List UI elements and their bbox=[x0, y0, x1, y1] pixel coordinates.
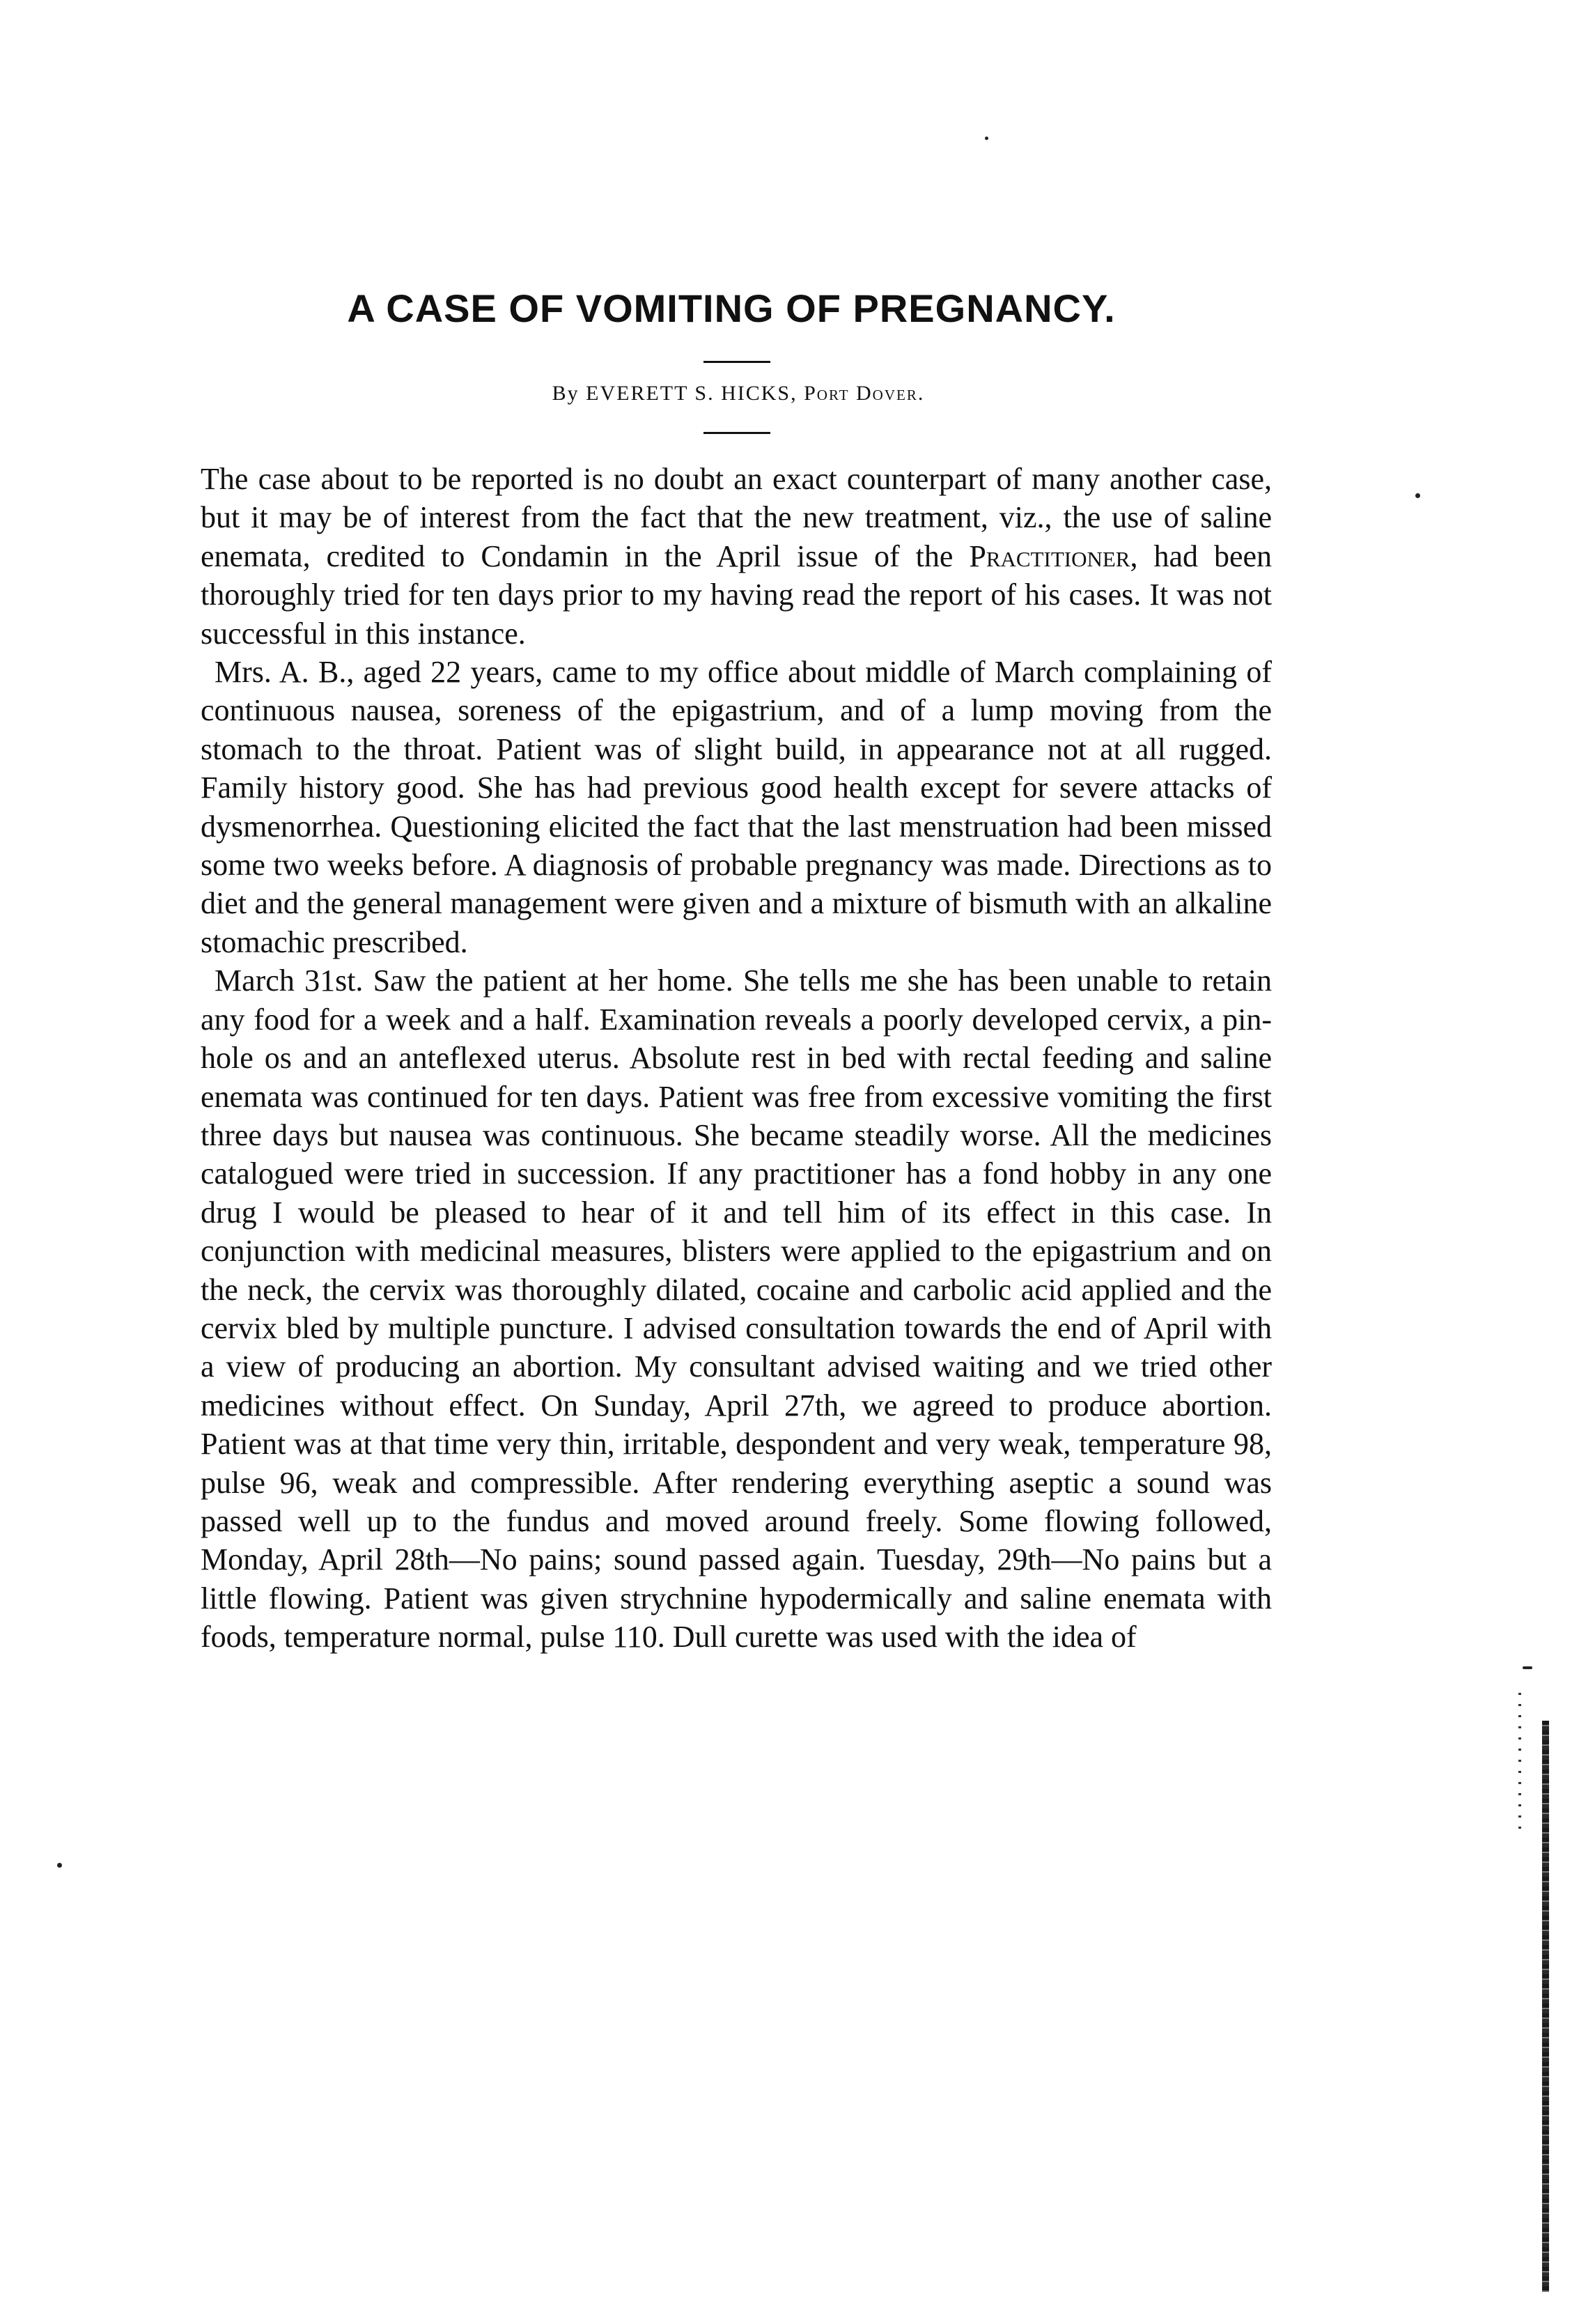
scan-speck bbox=[985, 137, 988, 140]
paragraph-3: March 31st. Saw the patient at her home. She tells me she has been unable to retain any food for a week and a half. Examination reveals a poorly developed cervix, a pin-hole os and an anteflexed uterus. Absolute rest in bed with rectal feeding and saline enemata was continued for ten days. Patient was free from excessive vomiting the first three days but nausea was continuous. She became steadily worse. All the medicines catalogued were tried in succession. If any practitioner has a fond hobby in any one drug I would be pleased to hear of it and tell him of its effect in this case. In conjunction with medicinal measures, blisters were applied to the epigastrium and on the neck, the cervix was thoroughly dilated, cocaine and carbolic acid applied and the cervix bled by multiple puncture. I advised consultation towards the end of April with a view of producing an abortion. My consultant advised waiting and we tried other medicines without effect. On Sunday, April 27th, we agreed to produce abortion. Patient was at that time very thin, irritable, despondent and very weak, temperature 98, pulse 96, weak and compressible. After rendering everything aseptic a sound was passed well up to the fundus and moved around freely. Some flowing followed, Monday, April 28th—No pains; sound passed again. Tuesday, 29th—No pains but a little flowing. Patient was given strychnine hypodermically and saline enemata with foods, temperature normal, pulse 110. Dull curette was used with the idea of bbox=[201, 963, 1272, 1655]
paragraph-1 bbox=[201, 460, 1272, 653]
scan-edge-dots bbox=[1518, 1693, 1521, 1832]
article-byline bbox=[0, 382, 1477, 405]
paragraph-1-text-b: , had been thoroughly tried for ten days prior to my having read the report of his cases. It was not successful in this instance. bbox=[201, 539, 1272, 651]
byline-author: By EVERETT S. HICKS, bbox=[552, 382, 804, 405]
journal-name: Practitioner bbox=[969, 539, 1130, 573]
paragraph-2: Mrs. A. B., aged 22 years, came to my office about middle of March complaining of continuous nausea, soreness of the epigastrium, and of a lump moving from the stomach to the throat. Patient was of slight build, in appearance not at all rugged. Family history good. She has had previous good health except for severe attacks of dysmenorrhea. Questioning elicited the fact that the last menstruation had been missed some two weeks before. A diagnosis of probable pregnancy was made. Directions as to diet and the general management were given and a mixture of bismuth with an alkaline stomachic prescribed. bbox=[201, 655, 1272, 959]
scan-edge-bar bbox=[1542, 1721, 1549, 2292]
byline-divider bbox=[703, 432, 770, 434]
scan-speck bbox=[1523, 1666, 1532, 1669]
article-title: A CASE OF VOMITING OF PREGNANCY. bbox=[347, 286, 1116, 330]
scan-speck bbox=[1415, 493, 1420, 498]
article-body bbox=[201, 460, 1272, 1657]
paragraph-1-text-a: The case about to be reported is no doubt an exact counterpart of many another case, but it may be of interest from the fact that the new treatment, viz., the use of saline enemata, credited to Condamin in the April issue of the bbox=[201, 462, 1272, 573]
title-divider bbox=[703, 361, 770, 363]
scan-speck bbox=[57, 1863, 62, 1868]
byline-place: Port Dover. bbox=[804, 382, 925, 405]
